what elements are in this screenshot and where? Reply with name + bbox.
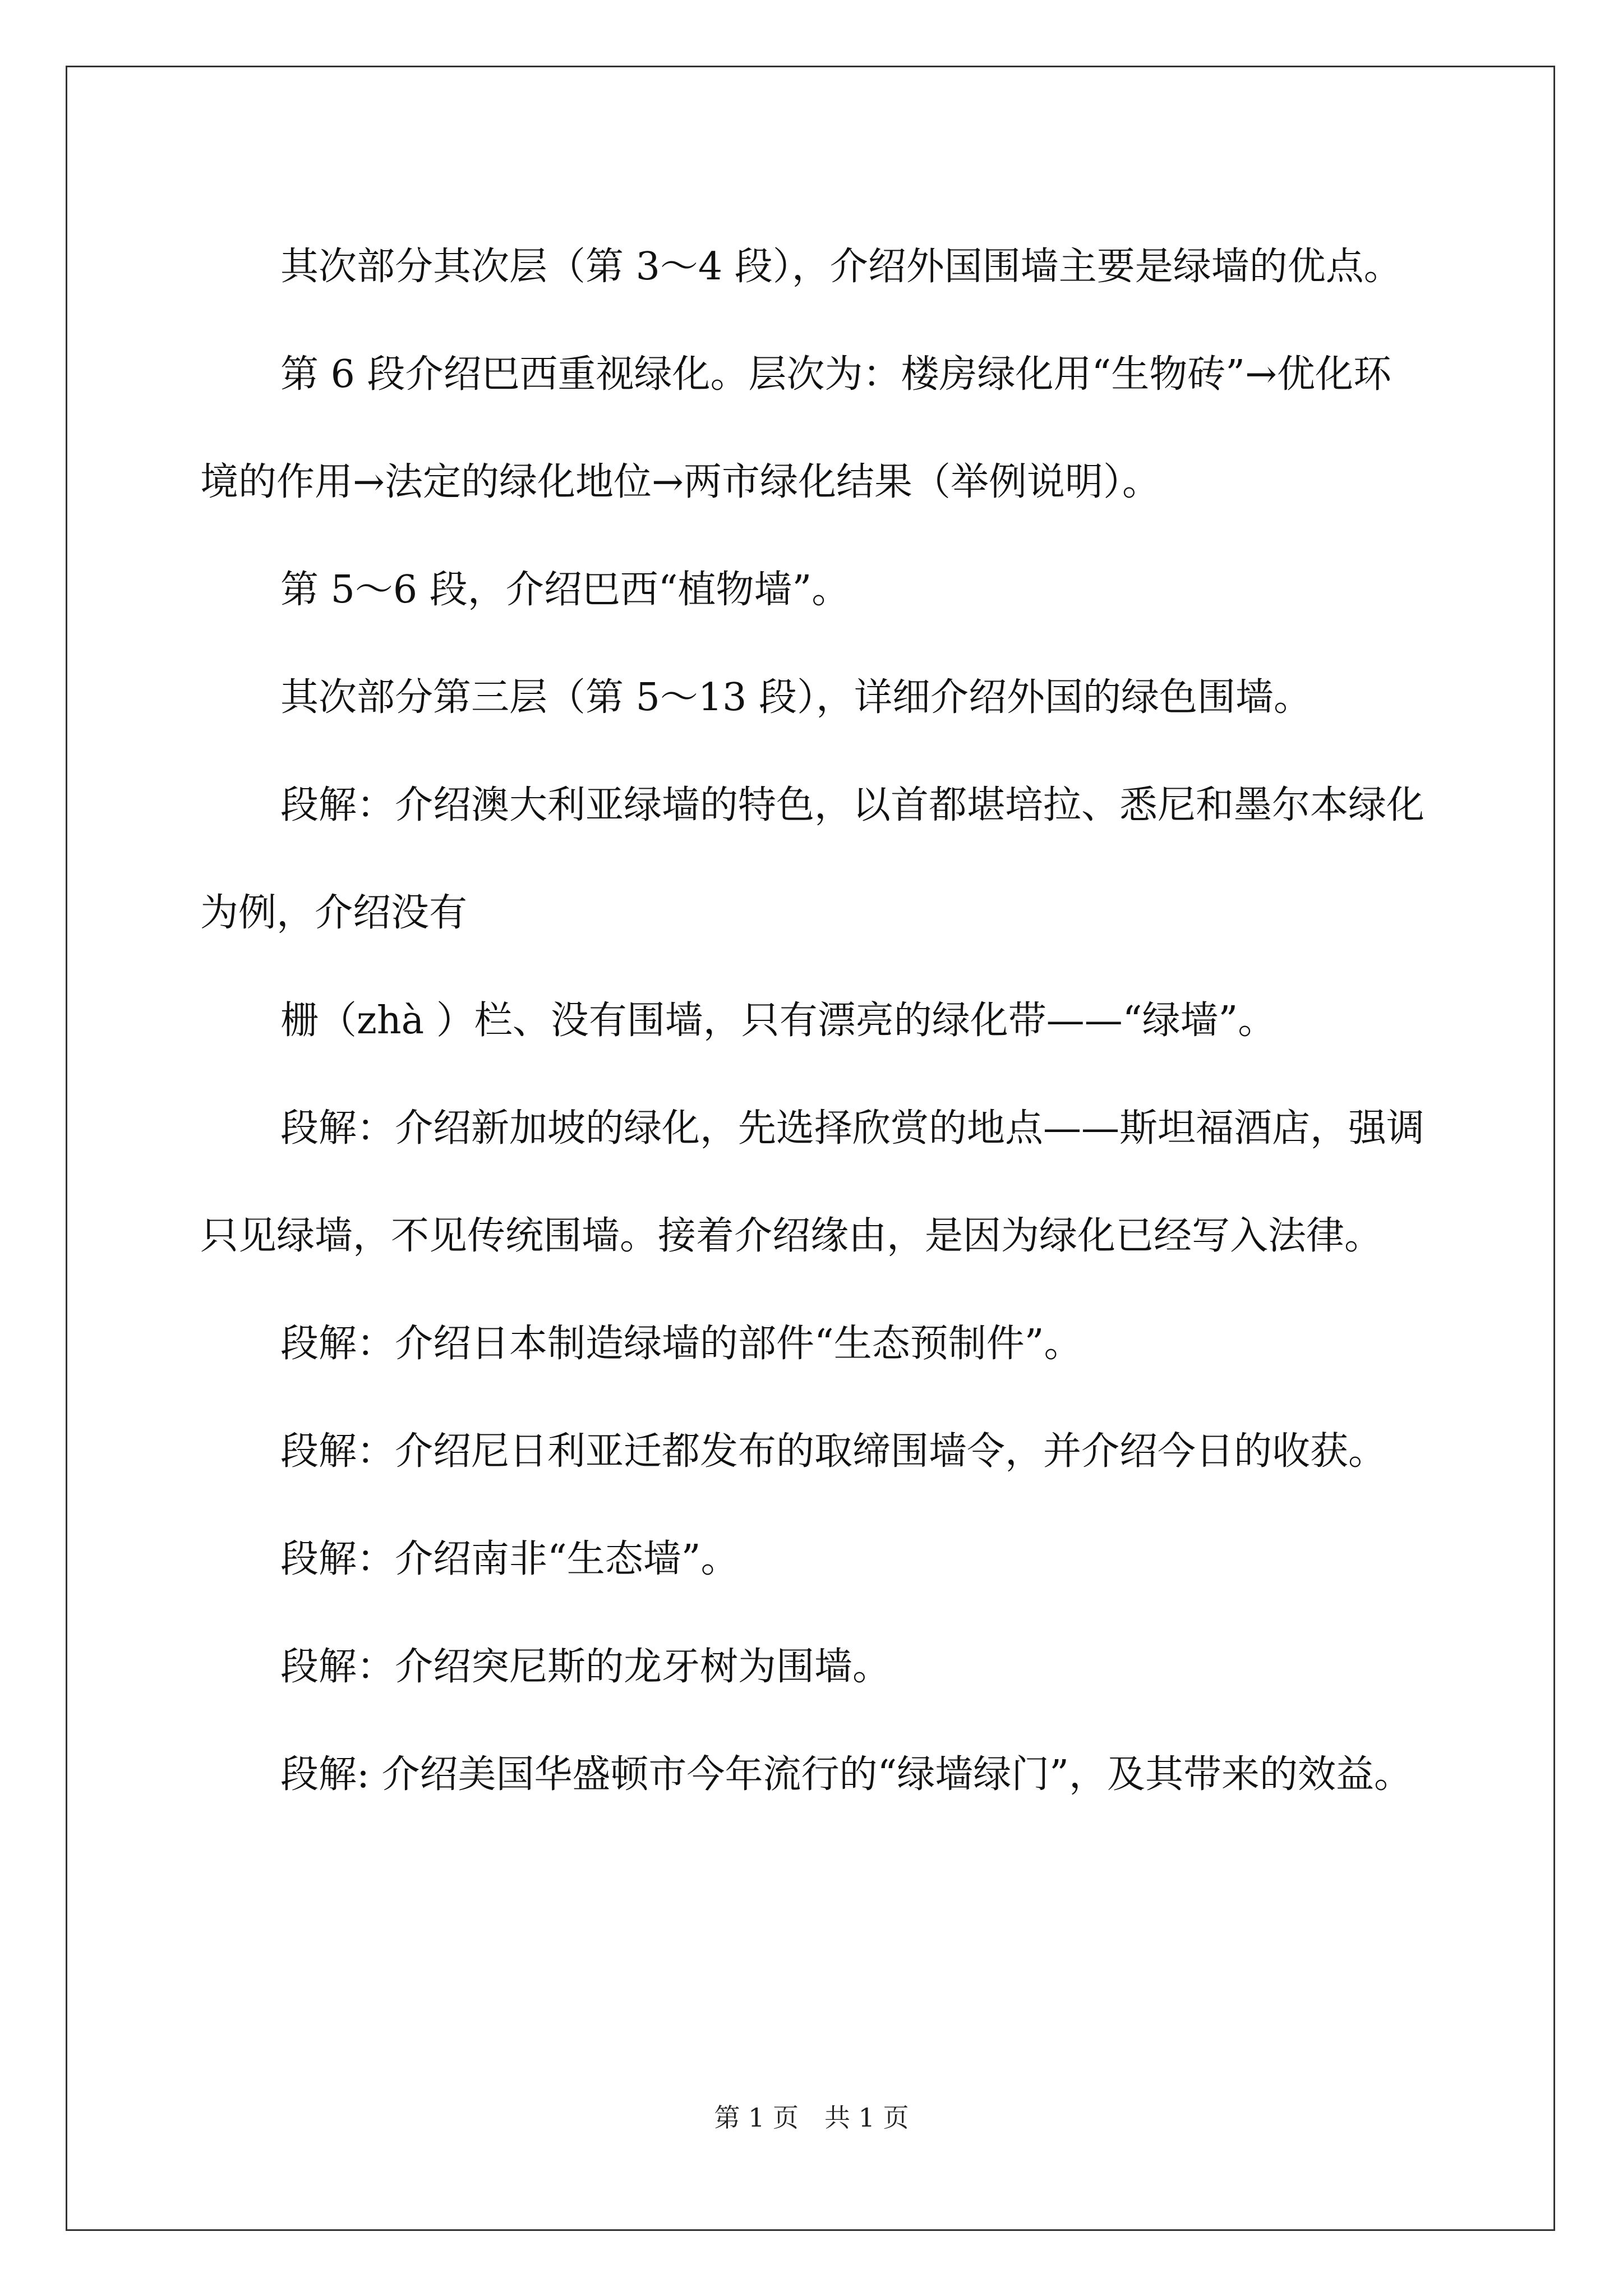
paragraph-4: 其次部分第三层（第 5～13 段），详细介绍外国的绿色围墙。 — [280, 675, 1312, 720]
paragraph-8: 段解：介绍日本制造绿墙的部件“生态预制件”。 — [280, 1322, 1082, 1366]
paragraph-3: 第 5～6 段，介绍巴西“植物墙”。 — [280, 568, 850, 612]
paragraph-6: 栅（zhà ）栏、没有围墙，只有漂亮的绿化带——“绿墙”。 — [280, 999, 1276, 1043]
page-number-footer: 第 1 页 共 1 页 — [714, 2102, 909, 2133]
paragraph-2: 第 6 段介绍巴西重视绿化。层次为：楼房绿化用“生物砖”→优化环境的作用→法定的绿化地位→两市绿化结果（举例说明）。 — [200, 352, 1392, 504]
paragraph-10: 段解：介绍南非“生态墙”。 — [280, 1537, 739, 1581]
paragraph-12: 段解: 介绍美国华盛顿市今年流行的“绿墙绿门”，及其带来的效益。 — [280, 1752, 1413, 1797]
paragraph-5: 段解：介绍澳大利亚绿墙的特色，以首都堪培拉、悉尼和墨尔本绿化为例，介绍没有 — [200, 783, 1425, 935]
document-body — [200, 213, 1428, 1829]
paragraph-9: 段解：介绍尼日利亚迁都发布的取缔围墙令，并介绍今日的收获。 — [280, 1429, 1387, 1474]
paragraph-7: 段解：介绍新加坡的绿化，先选择欣赏的地点——斯坦福酒店，强调只见绿墙，不见传统围墙。接着介绍缘由，是因为绿化已经写入法律。 — [200, 1106, 1425, 1258]
paragraph-11: 段解：介绍突尼斯的龙牙树为围墙。 — [280, 1645, 891, 1689]
paragraph-1: 其次部分其次层（第 3～4 段），介绍外国围墙主要是绿墙的优点。 — [280, 245, 1402, 289]
